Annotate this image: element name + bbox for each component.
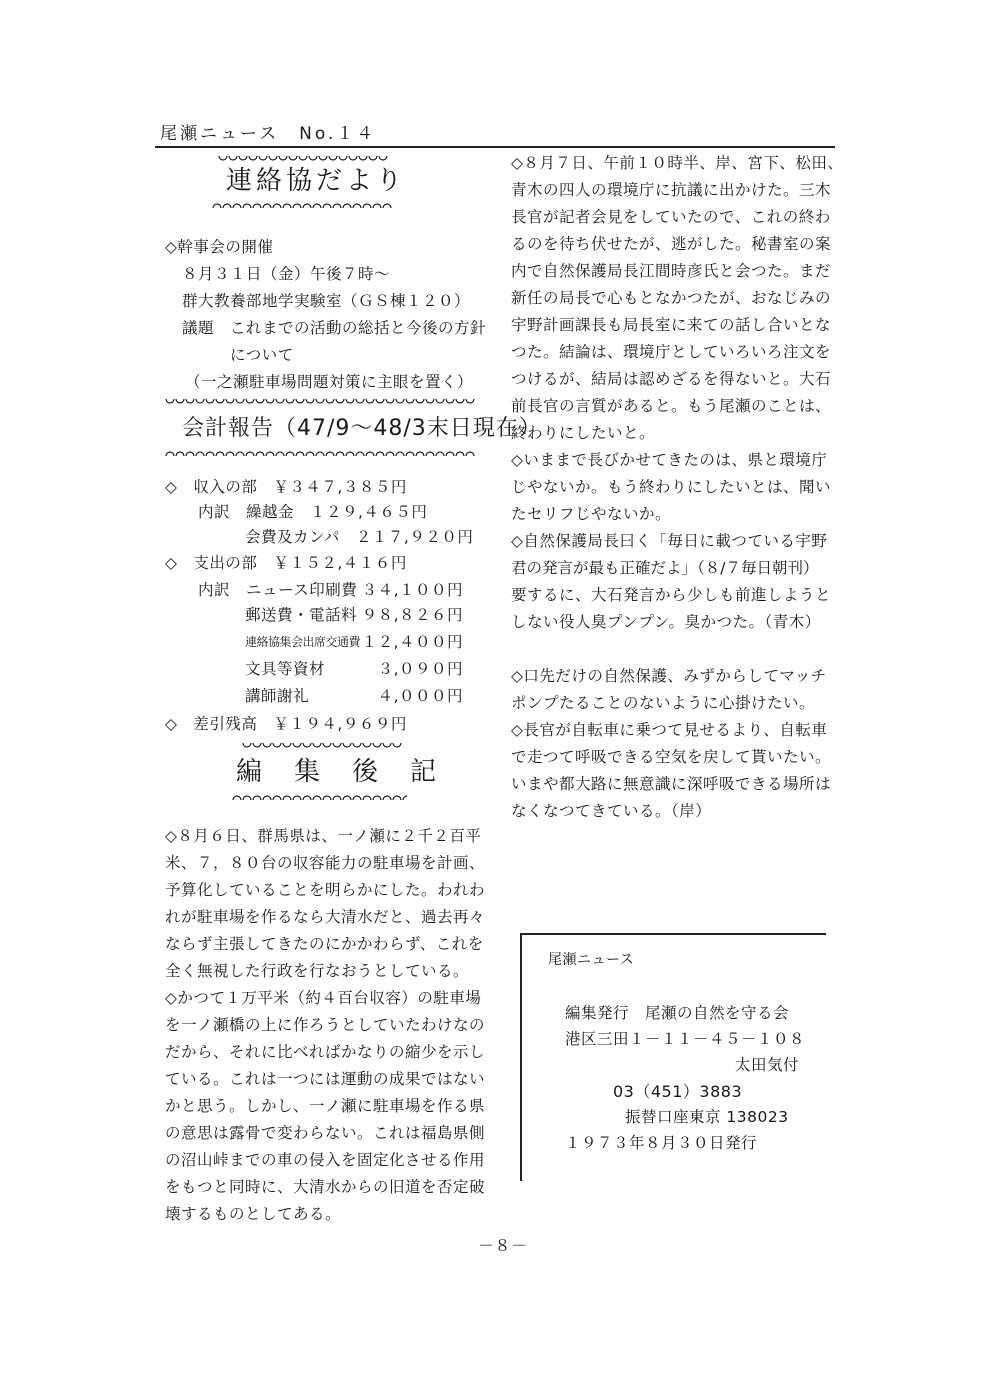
newsletter-header: 尾瀬ニュース No.１４ — [160, 124, 377, 144]
colophon-transfer: 振替口座東京 138023 — [625, 1108, 789, 1126]
report-line: 宇野計画課長も局長室に来ての話し合いとな — [511, 316, 832, 334]
postscript-line: の意思は露骨で変わらない。これは福島県側 — [165, 1124, 486, 1142]
meeting-heading: ◇幹事会の開催 — [165, 238, 274, 256]
account-line: ◇ 支出の部 ￥１５２,４１６円 — [165, 554, 407, 572]
report-line: ◇８月７日、午前１０時半、岸、宮下、松田、 — [511, 154, 844, 172]
expense-label: 連絡協集会出席交通費 — [245, 635, 361, 649]
meeting-line: ８月３１日（金）午後７時～ — [182, 265, 391, 283]
colophon-top-rule — [520, 933, 826, 935]
page-number: －８－ — [478, 1236, 528, 1255]
colophon-name: 尾瀬ニュース — [548, 952, 635, 968]
title-ornament-top — [218, 156, 388, 164]
postscript-line: ならず主張してきたのにかかわらず、これを — [165, 935, 484, 953]
comment-line: なくなつてきている。（岸） — [511, 802, 712, 820]
title-ornament-bottom — [212, 200, 392, 208]
report-line: 内で自然保護局長江間時彦氏と会つた。まだ — [511, 262, 832, 280]
expense-amount: ３,０９０円 — [377, 660, 463, 678]
report-line: 青木の四人の環境庁に抗議に出かけた。三木 — [511, 181, 832, 199]
account-line: ◇ 差引残高 ￥１９４,９６９円 — [165, 715, 407, 733]
report-line: 君の発言が最も正確だよ」（８/７毎日朝刊） — [511, 559, 819, 577]
postscript-line: 米、７，８０台の収容能力の駐車場を計画、 — [165, 854, 486, 872]
expense-amount: ３４,１００円 — [361, 581, 463, 599]
report-line: つた。結論は、環境庁としていろいろ注文を — [511, 343, 832, 361]
colophon-address: 港区三田１－１１－４５－１０８ — [565, 1030, 806, 1048]
postscript-line: 予算化していることを明らかにした。われわ — [165, 881, 486, 899]
meeting-line: 議題 これまでの活動の総括と今後の方針 — [182, 319, 487, 337]
colophon-phone: 03（451）3883 — [613, 1082, 743, 1101]
expense-amount: １２,４００円 — [361, 633, 463, 651]
account-line: ◇ 収入の部 ￥３４７,３８５円 — [165, 478, 407, 496]
expense-label: 文具等資材 — [245, 660, 326, 678]
section-title-renrakukyo: 連絡協だより — [226, 166, 407, 196]
meeting-line: 群大教養部地学実験室（ＧＳ棟１２０） — [182, 292, 471, 310]
report-line: つけるが、結局は認めざるを得ないと。大石 — [511, 370, 832, 388]
report-line: 要するに、大石発言から少しも前進しようと — [511, 586, 832, 604]
postscript-line: をもつと同時に、大清水からの旧道を否定破 — [165, 1178, 486, 1196]
postscript-line: れが駐車場を作るなら大清水だと、過去再々 — [165, 908, 486, 926]
meeting-line: について — [230, 346, 294, 364]
postscript-line: 壊するものとしてある。 — [165, 1205, 342, 1223]
postscript-line: を一ノ瀬橋の上に作ろうとしていたわけなの — [165, 1016, 486, 1034]
section-title-henshu: 編 集 後 記 — [236, 757, 440, 787]
section-title-kaikei: 会計報告（47/9～48/3末日現在） — [182, 416, 542, 441]
colophon-issued: １９７３年８月３０日発行 — [565, 1134, 758, 1152]
comment-line: ◇長官が自転車に乗つて見せるより、自転車 — [511, 721, 828, 739]
title-ornament-top — [242, 743, 402, 751]
colophon-publisher: 編集発行 尾瀬の自然を守る会 — [565, 1004, 790, 1022]
report-line: 前長官の言質があると。もう尾瀬のことは、 — [511, 397, 832, 415]
comment-line: ◇口先だけの自然保護、みずからしてマッチ — [511, 667, 827, 685]
report-line: ◇いままで長びかせてきたのは、県と環境庁 — [511, 451, 828, 469]
postscript-line: だから、それに比べればかなりの縮少を示し — [165, 1043, 486, 1061]
account-line: 会費及カンパ ２１７,９２０円 — [245, 528, 474, 546]
report-line: たセリフじやないか。 — [511, 505, 672, 523]
report-line: ◇自然保護局長曰く「毎日に載つている宇野 — [511, 532, 828, 550]
report-line: 長官が記者会見をしていたので、これの終わ — [511, 208, 831, 226]
expense-label: 郵送費・電話料 — [245, 606, 358, 624]
postscript-line: の沼山峠までの車の侵入を固定化させる作用 — [165, 1151, 486, 1169]
colophon-left-rule — [520, 933, 522, 1181]
report-line: 新任の局長で心もとなかつたが、おなじみの — [511, 289, 832, 307]
comment-line: で走つて呼吸できる空気を戻して貰いたい。 — [511, 748, 832, 766]
meeting-line: （一之瀬駐車場問題対策に主眼を置く） — [185, 373, 474, 391]
report-line: しない役人臭プンプン。臭かつた。（青木） — [511, 613, 821, 631]
section-divider — [165, 448, 475, 456]
account-line: 内訳 繰越金 １２９,４６５円 — [198, 503, 428, 521]
postscript-line: ◇８月６日、群馬県は、一ノ瀬に２千２百平 — [165, 827, 482, 845]
report-line: 終わりにしたいと。 — [511, 424, 656, 442]
section-divider — [165, 399, 475, 407]
postscript-line: かと思う。しかし、一ノ瀬に駐車場を作る県 — [165, 1097, 486, 1115]
header-rule — [155, 146, 835, 148]
title-ornament-bottom — [232, 792, 407, 800]
postscript-line: ◇かつて１万平米（約４百台収容）の駐車場 — [165, 989, 482, 1007]
expense-label: 講師謝礼 — [245, 687, 310, 705]
report-line: るのを待ち伏せたが、逃がした。秘書室の案 — [511, 235, 832, 253]
comment-line: いまや都大路に無意識に深呼吸できる場所は — [511, 775, 832, 793]
expense-label: 内訳 ニュース印刷費 — [198, 581, 358, 599]
postscript-line: ている。これは一つには運動の成果ではない — [165, 1070, 486, 1088]
report-line: じやないか。もう終わりにしたいとは、聞い — [511, 478, 832, 496]
postscript-line: 全く無視した行政を行なおうとしている。 — [165, 962, 470, 980]
expense-amount: ４,０００円 — [377, 687, 463, 705]
expense-amount: ９８,８２６円 — [361, 606, 463, 624]
comment-line: ポンプたることのないように心掛けたい。 — [511, 694, 816, 712]
colophon-care-of: 太田気付 — [735, 1056, 800, 1074]
